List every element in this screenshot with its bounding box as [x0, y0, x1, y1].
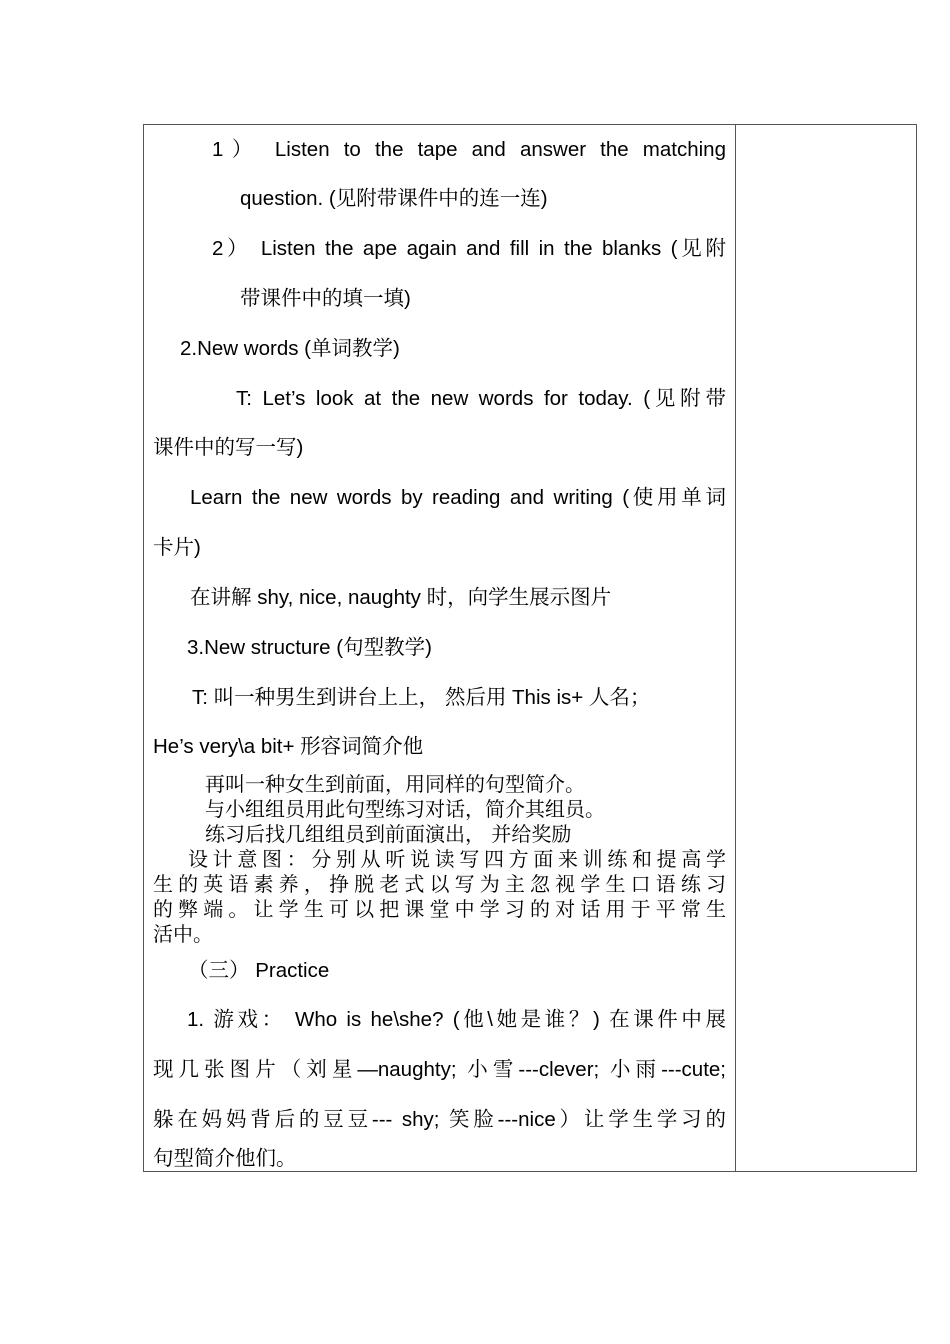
text-line: 现几张图片（刘星—naughty; 小雪---clever; 小雨---cute; — [153, 1058, 726, 1081]
text-line: 活中。 — [153, 922, 213, 946]
text-line: 的弊端。让学生可以把课堂中学习的对话用于平常生 — [153, 897, 726, 921]
text-line: He’s very\a bit+ 形容词简介他 — [153, 735, 424, 758]
text-line: 句型简介他们。 — [153, 1147, 297, 1170]
text-line: 在讲解 shy, nice, naughty 时，向学生展示图片 — [190, 586, 612, 609]
text-line: 设计意图：分别从听说读写四方面来训练和提高学 — [188, 847, 726, 871]
text-line: T: 叫一种男生到讲台上上， 然后用 This is+ 人名； — [192, 686, 651, 709]
text-line: 练习后找几组组员到前面演出， 并给奖励 — [205, 822, 572, 846]
text-line: 1. 游戏： Who is he\she? (他\她是谁？) 在课件中展 — [187, 1008, 726, 1031]
text-line: 2） Listen the ape again and fill in the blanks (见附 — [212, 237, 726, 260]
text-line: 1） Listen to the tape and answer the matching — [212, 138, 726, 161]
text-line: 卡片) — [153, 536, 201, 559]
table-column-divider — [735, 124, 736, 1172]
text-line: 躲在妈妈背后的豆豆--- shy; 笑脸---nice）让学生学习的 — [153, 1108, 726, 1131]
text-line: Learn the new words by reading and writing (使用单词 — [190, 486, 726, 509]
text-line: 再叫一种女生到前面，用同样的句型简介。 — [205, 772, 585, 796]
section-heading: 2.New words (单词教学) — [180, 337, 400, 360]
text-line: 与小组组员用此句型练习对话，简介其组员。 — [205, 797, 605, 821]
section-heading: 3.New structure (句型教学) — [187, 636, 432, 659]
text-line: 生的英语素养，挣脱老式以写为主忽视学生口语练习 — [153, 872, 726, 896]
text-line: 带课件中的填一填) — [240, 287, 411, 310]
text-line: T: Let’s look at the new words for today. (见附带 — [236, 387, 726, 410]
section-heading: （三） Practice — [188, 959, 330, 982]
text-line: 课件中的写一写) — [153, 436, 304, 459]
text-line: question. (见附带课件中的连一连) — [240, 187, 548, 210]
